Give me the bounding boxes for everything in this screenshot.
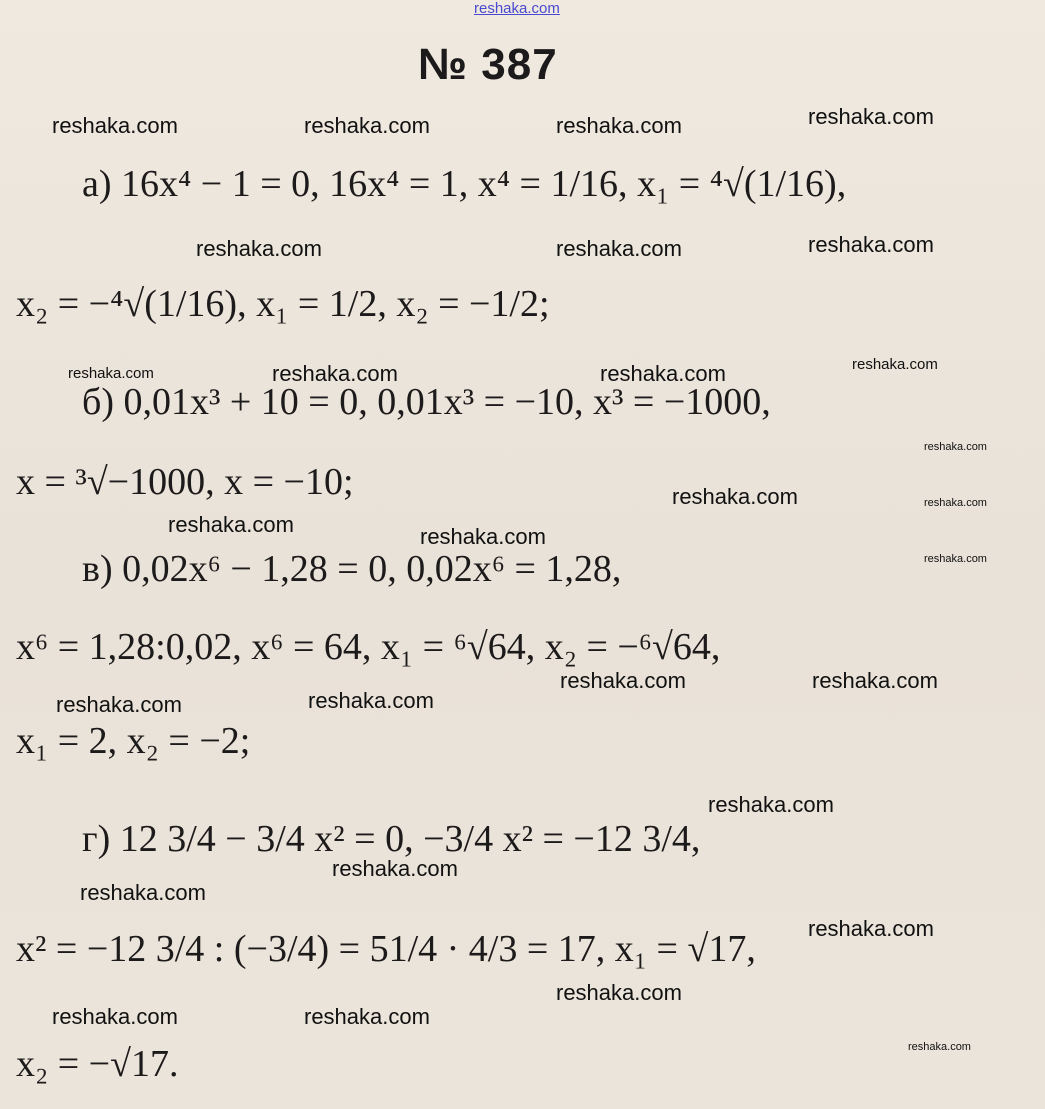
watermark: reshaka.com: [808, 232, 934, 257]
watermark: reshaka.com: [68, 365, 154, 382]
watermark: reshaka.com: [80, 880, 206, 905]
watermark: reshaka.com: [308, 688, 434, 713]
watermark: reshaka.com: [560, 668, 686, 693]
solution-v-line-2: x⁶ = 1,28:0,02, x⁶ = 64, x₁ = ⁶√64, x₂ = −⁶√64,: [16, 626, 721, 668]
watermark: reshaka.com: [556, 980, 682, 1005]
watermark: reshaka.com: [168, 512, 294, 537]
watermark: reshaka.com: [808, 104, 934, 129]
watermark: reshaka.com: [908, 1041, 971, 1053]
solution-v-line-3: x₁ = 2, x₂ = −2;: [16, 720, 251, 762]
watermark: reshaka.com: [304, 1004, 430, 1029]
watermark: reshaka.com: [556, 113, 682, 138]
solution-b-line-1: б) 0,01x³ + 10 = 0, 0,01x³ = −10, x³ = −1000,: [82, 381, 771, 423]
solution-a-line-1: а) 16x⁴ − 1 = 0, 16x⁴ = 1, x⁴ = 1/16, x₁ = ⁴√(1/16),: [82, 163, 847, 205]
site-link[interactable]: reshaka.com: [474, 0, 560, 17]
watermark: reshaka.com: [924, 553, 987, 565]
watermark: reshaka.com: [924, 441, 987, 453]
solution-a-line-2: x₂ = −⁴√(1/16), x₁ = 1/2, x₂ = −1/2;: [16, 283, 550, 325]
watermark: reshaka.com: [52, 1004, 178, 1029]
watermark: reshaka.com: [924, 497, 987, 509]
watermark: reshaka.com: [852, 356, 938, 373]
solution-g-line-3: x₂ = −√17.: [16, 1043, 179, 1085]
watermark: reshaka.com: [272, 361, 398, 386]
watermark: reshaka.com: [808, 916, 934, 941]
watermark: reshaka.com: [812, 668, 938, 693]
solution-v-line-1: в) 0,02x⁶ − 1,28 = 0, 0,02x⁶ = 1,28,: [82, 548, 622, 590]
watermark: reshaka.com: [600, 361, 726, 386]
watermark: reshaka.com: [304, 113, 430, 138]
solution-g-line-1: г) 12 3/4 − 3/4 x² = 0, −3/4 x² = −12 3/4,: [82, 818, 701, 860]
watermark: reshaka.com: [196, 236, 322, 261]
watermark: reshaka.com: [556, 236, 682, 261]
watermark: reshaka.com: [420, 524, 546, 549]
solution-g-line-2: x² = −12 3/4 : (−3/4) = 51/4 · 4/3 = 17, x₁ = √17,: [16, 928, 756, 970]
watermark: reshaka.com: [52, 113, 178, 138]
watermark: reshaka.com: [56, 692, 182, 717]
solution-b-line-2: x = ³√−1000, x = −10;: [16, 461, 354, 503]
watermark: reshaka.com: [332, 856, 458, 881]
watermark: reshaka.com: [672, 484, 798, 509]
problem-title: № 387: [418, 40, 558, 89]
watermark: reshaka.com: [708, 792, 834, 817]
